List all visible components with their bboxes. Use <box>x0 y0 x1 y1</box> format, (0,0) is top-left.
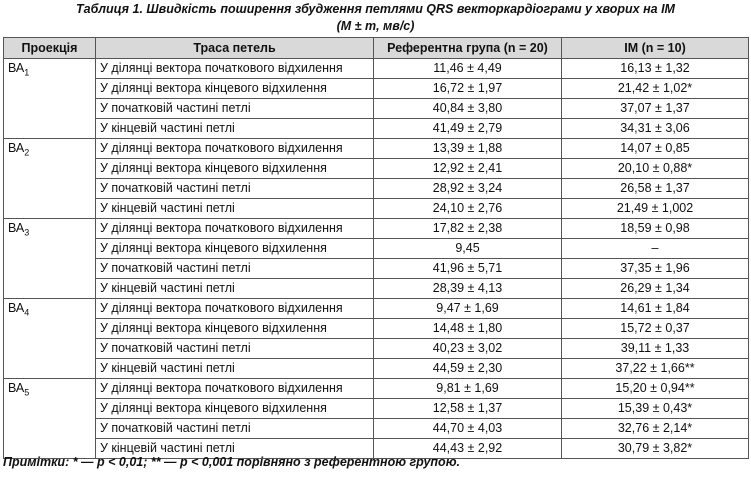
reference-cell: 14,48 ± 1,80 <box>374 319 562 339</box>
path-cell: У ділянці вектора початкового відхилення <box>96 139 374 159</box>
table-row <box>4 419 749 439</box>
mi-cell: 18,59 ± 0,98 <box>562 219 749 239</box>
path-cell: У ділянці вектора початкового відхилення <box>96 219 374 239</box>
projection-label: ВА <box>8 301 25 315</box>
table-row <box>4 239 749 259</box>
reference-cell: 16,72 ± 1,97 <box>374 79 562 99</box>
mi-cell: 14,07 ± 0,85 <box>562 139 749 159</box>
reference-cell: 44,70 ± 4,03 <box>374 419 562 439</box>
mi-cell: 26,29 ± 1,34 <box>562 279 749 299</box>
table-row <box>4 339 749 359</box>
projection-label: ВА <box>8 61 25 75</box>
mi-cell: 37,07 ± 1,37 <box>562 99 749 119</box>
mi-cell: 39,11 ± 1,33 <box>562 339 749 359</box>
table-row <box>4 179 749 199</box>
path-cell: У кінцевій частині петлі <box>96 119 374 139</box>
reference-cell: 41,49 ± 2,79 <box>374 119 562 139</box>
projection-cell <box>4 299 96 379</box>
projection-index: 4 <box>24 307 30 318</box>
reference-cell: 41,96 ± 5,71 <box>374 259 562 279</box>
mi-cell: 16,13 ± 1,32 <box>562 59 749 79</box>
projection-label: ВА <box>8 381 25 395</box>
mi-cell: 15,39 ± 0,43* <box>562 399 749 419</box>
projection-index: 1 <box>24 67 30 78</box>
mi-cell: 21,49 ± 1,002 <box>562 199 749 219</box>
caption-line-1: Таблиця 1. Швидкість поширення збудження петлями QRS векторкардіограми у хворих на ІМ <box>76 2 675 16</box>
projection-cell <box>4 139 96 219</box>
footnote: Примітки: * — p < 0,01; ** — p < 0,001 порівняно з референтною групою. <box>3 455 460 469</box>
path-cell: У кінцевій частині петлі <box>96 199 374 219</box>
reference-cell: 44,43 ± 2,92 <box>374 439 562 459</box>
path-cell: У ділянці вектора кінцевого відхилення <box>96 239 374 259</box>
mi-cell: 30,79 ± 3,82* <box>562 439 749 459</box>
table-row <box>4 199 749 219</box>
projection-cell <box>4 59 96 139</box>
reference-cell: 9,81 ± 1,69 <box>374 379 562 399</box>
mi-cell: 21,42 ± 1,02* <box>562 79 749 99</box>
mi-cell: 26,58 ± 1,37 <box>562 179 749 199</box>
table-row <box>4 119 749 139</box>
projection-label: ВА <box>8 141 25 155</box>
reference-cell: 17,82 ± 2,38 <box>374 219 562 239</box>
mi-cell: 20,10 ± 0,88* <box>562 159 749 179</box>
projection-cell <box>4 379 96 459</box>
path-cell: У кінцевій частині петлі <box>96 279 374 299</box>
results-table <box>3 37 749 459</box>
table-row <box>4 79 749 99</box>
table-row <box>4 159 749 179</box>
table-row <box>4 319 749 339</box>
mi-cell: 34,31 ± 3,06 <box>562 119 749 139</box>
mi-cell: 14,61 ± 1,84 <box>562 299 749 319</box>
table-row <box>4 399 749 419</box>
mi-cell: 32,76 ± 2,14* <box>562 419 749 439</box>
mi-cell: 15,20 ± 0,94** <box>562 379 749 399</box>
path-cell: У ділянці вектора початкового відхилення <box>96 59 374 79</box>
table-row <box>4 299 749 319</box>
path-cell: У початковій частині петлі <box>96 419 374 439</box>
path-cell: У кінцевій частині петлі <box>96 439 374 459</box>
reference-cell: 9,47 ± 1,69 <box>374 299 562 319</box>
reference-cell: 12,92 ± 2,41 <box>374 159 562 179</box>
reference-cell: 40,23 ± 3,02 <box>374 339 562 359</box>
path-cell: У ділянці вектора початкового відхилення <box>96 299 374 319</box>
path-cell: У початковій частині петлі <box>96 339 374 359</box>
table-row <box>4 279 749 299</box>
table-caption <box>0 1 751 35</box>
path-cell: У ділянці вектора початкового відхилення <box>96 379 374 399</box>
reference-cell: 11,46 ± 4,49 <box>374 59 562 79</box>
projection-index: 2 <box>24 147 30 158</box>
caption-line-2: (М ± m, мв/с) <box>336 19 415 33</box>
header-mi: ІМ (n = 10) <box>562 38 749 59</box>
path-cell: У кінцевій частині петлі <box>96 359 374 379</box>
reference-cell: 13,39 ± 1,88 <box>374 139 562 159</box>
reference-cell: 44,59 ± 2,30 <box>374 359 562 379</box>
projection-cell <box>4 219 96 299</box>
projection-index: 5 <box>24 387 30 398</box>
header-path: Траса петель <box>96 38 374 59</box>
table-row <box>4 359 749 379</box>
reference-cell: 12,58 ± 1,37 <box>374 399 562 419</box>
path-cell: У ділянці вектора кінцевого відхилення <box>96 79 374 99</box>
reference-cell: 24,10 ± 2,76 <box>374 199 562 219</box>
path-cell: У ділянці вектора кінцевого відхилення <box>96 319 374 339</box>
table-row <box>4 139 749 159</box>
projection-index: 3 <box>24 227 30 238</box>
reference-cell: 28,92 ± 3,24 <box>374 179 562 199</box>
mi-cell: 15,72 ± 0,37 <box>562 319 749 339</box>
mi-cell: 37,22 ± 1,66** <box>562 359 749 379</box>
table-row <box>4 219 749 239</box>
path-cell: У початковій частині петлі <box>96 99 374 119</box>
path-cell: У ділянці вектора кінцевого відхилення <box>96 399 374 419</box>
reference-cell: 9,45 <box>374 239 562 259</box>
table-row <box>4 379 749 399</box>
table-row <box>4 99 749 119</box>
table-body <box>4 59 749 459</box>
mi-cell: 37,35 ± 1,96 <box>562 259 749 279</box>
reference-cell: 40,84 ± 3,80 <box>374 99 562 119</box>
table-row <box>4 59 749 79</box>
mi-cell: – <box>562 239 749 259</box>
reference-cell: 28,39 ± 4,13 <box>374 279 562 299</box>
path-cell: У початковій частині петлі <box>96 179 374 199</box>
header-reference: Референтна група (n = 20) <box>374 38 562 59</box>
header-projection: Проекція <box>4 38 96 59</box>
path-cell: У ділянці вектора кінцевого відхилення <box>96 159 374 179</box>
table-row <box>4 259 749 279</box>
header-row <box>4 38 749 59</box>
projection-label: ВА <box>8 221 25 235</box>
path-cell: У початковій частині петлі <box>96 259 374 279</box>
